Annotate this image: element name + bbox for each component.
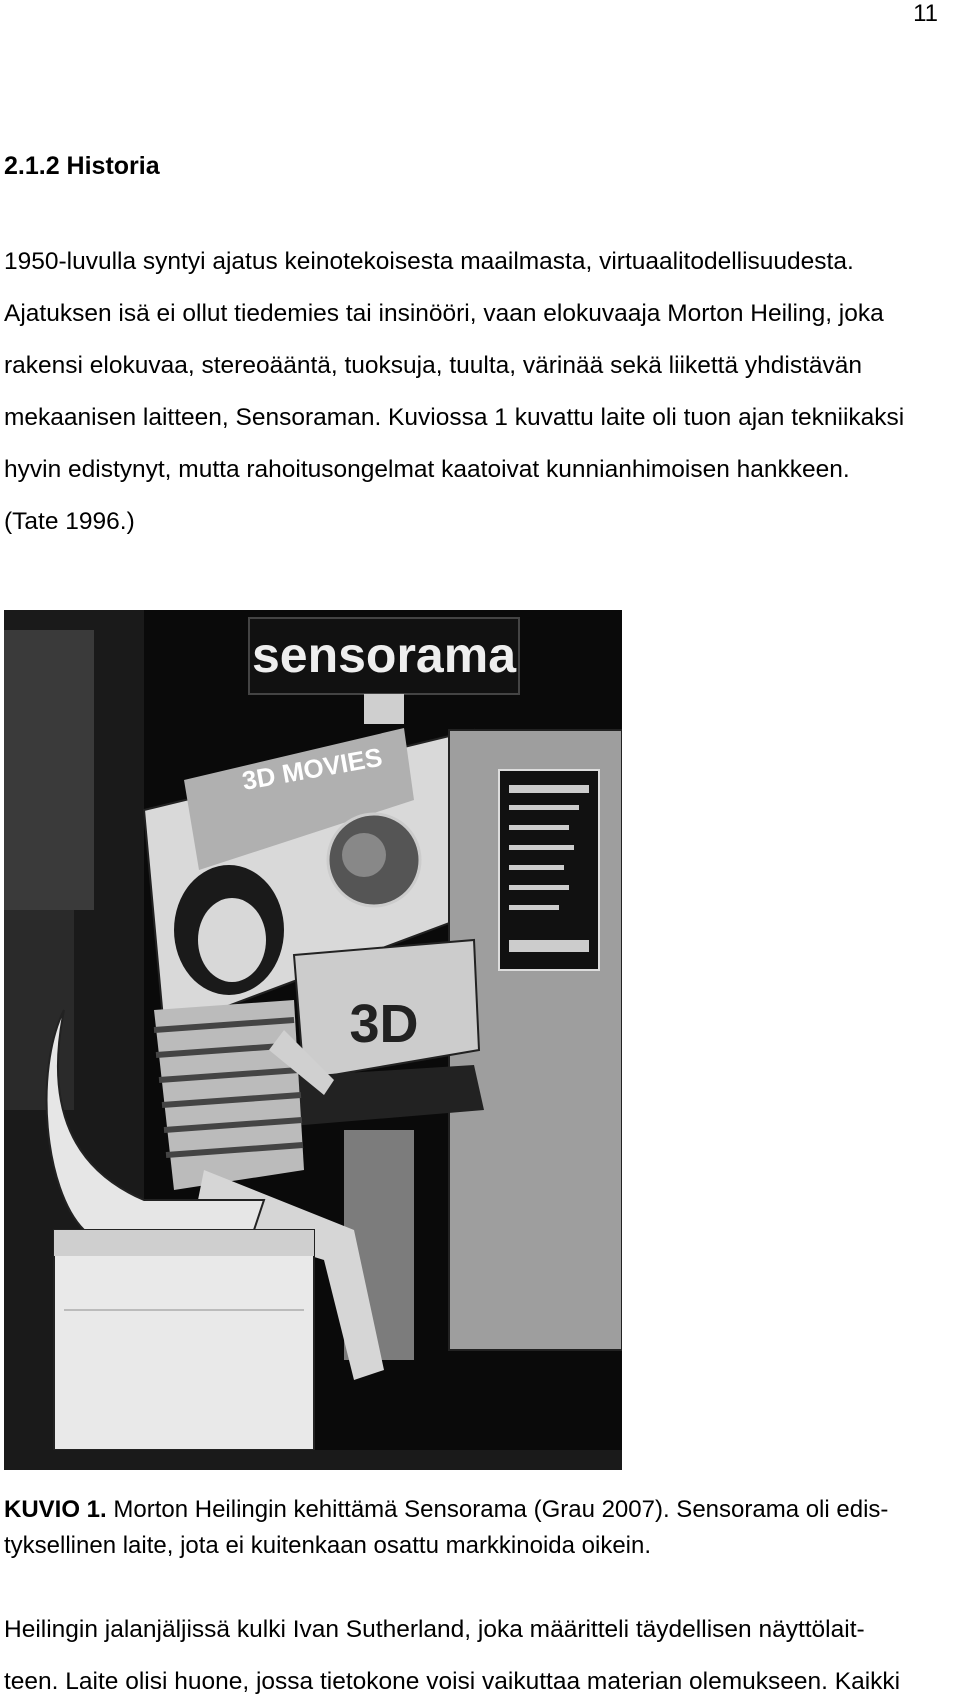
front-panel-text: 3D	[349, 994, 419, 1054]
caption-text: Morton Heilingin kehittämä Sensorama (Grau 2007). Sensorama oli edis-	[106, 1496, 889, 1523]
paragraph-line: teen. Laite olisi huone, jossa tietokone voisi vaikuttaa materian olemukseen. Kaikki	[4, 1668, 901, 1695]
section-heading: 2.1.2 Historia	[4, 152, 160, 180]
paragraph-intro	[4, 236, 954, 548]
paragraph-line: hyvin edistynyt, mutta rahoitusongelmat kaatoivat kunnianhimoisen hankkeen.	[4, 456, 850, 483]
sensorama-sign-text: sensorama	[251, 627, 517, 683]
paragraph-line: Heilingin jalanjäljissä kulki Ivan Sutherland, joka määritteli täydellisen näyttölait-	[4, 1616, 865, 1643]
paragraph-line: 1950-luvulla syntyi ajatus keinotekoisesta maailmasta, virtuaalitodellisuudesta.	[4, 248, 854, 275]
caption-text-line2: tyksellinen laite, jota ei kuitenkaan osattu markkinoida oikein.	[4, 1532, 652, 1559]
paragraph-line: Ajatuksen isä ei ollut tiedemies tai insinööri, vaan elokuvaaja Morton Heiling, joka	[4, 300, 884, 327]
page-number: 11	[913, 0, 938, 27]
hood-banner-text: 3D MOVIES	[239, 741, 385, 796]
caption-label: KUVIO 1.	[4, 1496, 107, 1523]
figure-caption	[4, 1492, 954, 1564]
paragraph-line: (Tate 1996.)	[4, 508, 135, 535]
sensorama-photo	[4, 610, 622, 1470]
paragraph-line: rakensi elokuvaa, stereoääntä, tuoksuja, tuulta, värinää sekä liikettä yhdistävän	[4, 352, 863, 379]
paragraph-line: mekaanisen laitteen, Sensoraman. Kuviossa 1 kuvattu laite oli tuon ajan tekniikaksi	[4, 404, 905, 431]
paragraph-sutherland	[4, 1604, 954, 1708]
